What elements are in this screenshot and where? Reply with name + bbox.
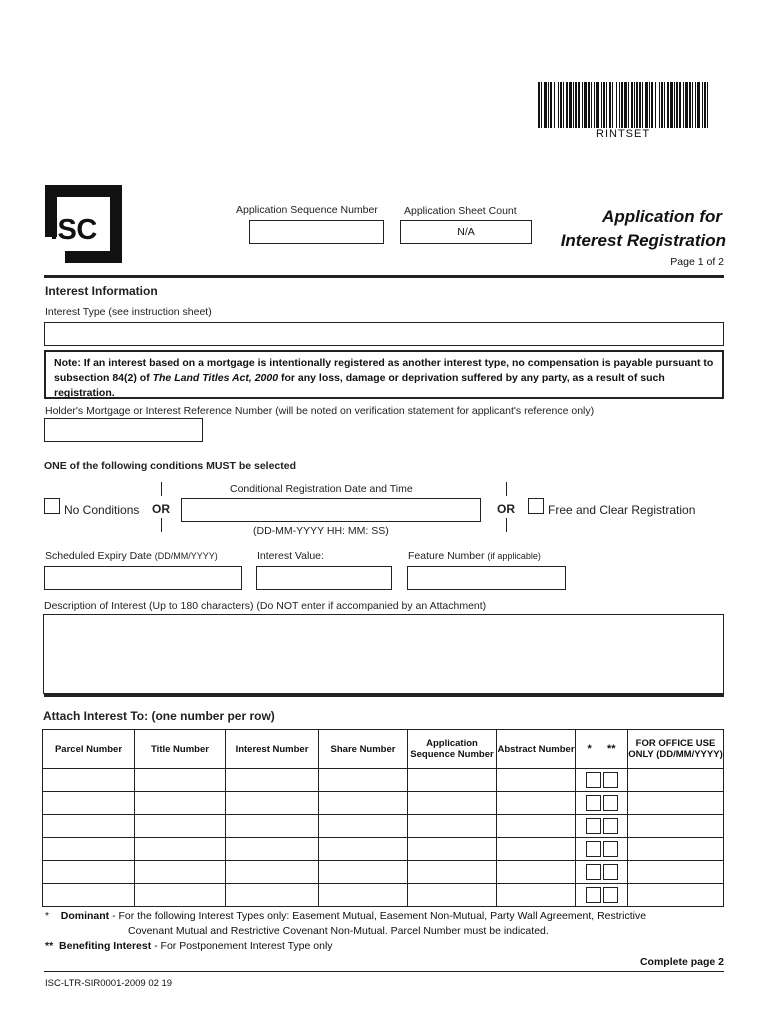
interest-info-heading: Interest Information <box>45 284 158 298</box>
office-use-cell <box>628 838 724 861</box>
interest-value-input[interactable] <box>256 566 392 590</box>
form-id: ISC-LTR-SIR0001-2009 02 19 <box>45 978 173 989</box>
abstract-cell[interactable] <box>497 884 576 907</box>
app-seq-label: Application Sequence Number <box>236 204 378 216</box>
holder-ref-label: Holder's Mortgage or Interest Reference Number (will be noted on verification statement for applicant's reference only) <box>45 405 595 417</box>
attach-table <box>42 729 724 907</box>
title-cell[interactable] <box>135 769 226 792</box>
benefiting-checkbox[interactable] <box>603 818 618 834</box>
app-sheet-label: Application Sheet Count <box>404 205 517 217</box>
dominant-checkbox[interactable] <box>586 818 601 834</box>
benefiting-checkbox[interactable] <box>603 864 618 880</box>
conditions-tick-left-bottom <box>161 518 162 532</box>
parcel-cell[interactable] <box>43 769 135 792</box>
benefiting-checkbox[interactable] <box>603 795 618 811</box>
title-cell[interactable] <box>135 815 226 838</box>
description-divider <box>44 694 724 697</box>
abstract-cell[interactable] <box>497 792 576 815</box>
app-seq-cell[interactable] <box>408 838 497 861</box>
parcel-cell[interactable] <box>43 884 135 907</box>
dominant-benefiting-cell <box>576 884 628 907</box>
table-row <box>43 884 724 907</box>
conditions-tick-right-bottom <box>506 518 507 532</box>
abstract-cell[interactable] <box>497 815 576 838</box>
parcel-cell[interactable] <box>43 815 135 838</box>
dominant-checkbox[interactable] <box>586 887 601 903</box>
benefiting-checkbox[interactable] <box>603 887 618 903</box>
conditional-label: Conditional Registration Date and Time <box>230 483 413 495</box>
dominant-checkbox[interactable] <box>586 772 601 788</box>
interest-type-label: Interest Type (see instruction sheet) <box>45 306 212 318</box>
dominant-text: - For the following Interest Types only: Easement Mutual, Easement Non-Mutual, Party Wall Agreement, Restrictive <box>109 910 647 922</box>
col-abstract-number: Abstract Number <box>497 730 576 769</box>
dominant-benefiting-cell <box>576 815 628 838</box>
app-seq-cell[interactable] <box>408 769 497 792</box>
feature-hint: (if applicable) <box>487 551 541 561</box>
app-seq-cell[interactable] <box>408 861 497 884</box>
expiry-label: Scheduled Expiry Date <box>45 550 152 562</box>
benefiting-checkbox[interactable] <box>603 841 618 857</box>
benefiting-label: Benefiting Interest <box>59 940 152 952</box>
free-clear-checkbox[interactable] <box>528 498 544 514</box>
abstract-cell[interactable] <box>497 838 576 861</box>
dominant-checkbox[interactable] <box>586 841 601 857</box>
interest-value-label: Interest Value: <box>257 550 324 562</box>
dominant-benefiting-cell <box>576 769 628 792</box>
expiry-format: (DD/MM/YYYY) <box>154 551 218 561</box>
office-use-cell <box>628 861 724 884</box>
logo-text: ISC <box>50 214 97 246</box>
col-office-use: FOR OFFICE USE ONLY (DD/MM/YYYY) <box>628 730 724 769</box>
barcode <box>538 82 710 128</box>
table-row <box>43 769 724 792</box>
interest-cell[interactable] <box>226 884 319 907</box>
table-row <box>43 838 724 861</box>
office-use-cell <box>628 792 724 815</box>
conditions-heading: ONE of the following conditions MUST be selected <box>44 460 297 472</box>
no-conditions-label: No Conditions <box>64 503 140 517</box>
parcel-cell[interactable] <box>43 861 135 884</box>
feature-number-input[interactable] <box>407 566 566 590</box>
interest-cell[interactable] <box>226 815 319 838</box>
conditions-tick-left <box>161 482 162 496</box>
interest-cell[interactable] <box>226 861 319 884</box>
title-cell[interactable] <box>135 838 226 861</box>
app-sheet-input[interactable]: N/A <box>400 220 532 244</box>
holder-ref-input[interactable] <box>44 418 203 442</box>
dominant-benefiting-cell <box>576 792 628 815</box>
col-app-seq-number: Application Sequence Number <box>408 730 497 769</box>
title-cell[interactable] <box>135 792 226 815</box>
description-textarea[interactable] <box>43 614 724 694</box>
col-parcel-number: Parcel Number <box>43 730 135 769</box>
title-line-1: Application for <box>602 207 722 226</box>
dominant-label: Dominant <box>60 910 110 922</box>
app-seq-cell[interactable] <box>408 884 497 907</box>
abstract-cell[interactable] <box>497 861 576 884</box>
feature-label: Feature Number <box>408 550 485 562</box>
interest-type-input[interactable] <box>44 322 724 346</box>
interest-cell[interactable] <box>226 838 319 861</box>
page-number: Page 1 of 2 <box>670 256 724 268</box>
title-cell[interactable] <box>135 861 226 884</box>
benefiting-text: - For Postponement Interest Type only <box>151 940 333 952</box>
dominant-checkbox[interactable] <box>586 795 601 811</box>
col-dominant-benefiting: * ** <box>576 730 628 769</box>
parcel-cell[interactable] <box>43 838 135 861</box>
parcel-cell[interactable] <box>43 792 135 815</box>
share-cell[interactable] <box>319 769 408 792</box>
col-interest-number: Interest Number <box>226 730 319 769</box>
office-use-cell <box>628 769 724 792</box>
footer-divider <box>44 971 724 972</box>
note-act: The Land Titles Act, 2000 <box>152 372 279 384</box>
title-line-2: Interest Registration <box>560 231 726 250</box>
free-clear-label: Free and Clear Registration <box>548 503 696 517</box>
header-divider <box>44 275 724 278</box>
benefiting-checkbox[interactable] <box>603 772 618 788</box>
table-row <box>43 861 724 884</box>
app-seq-cell[interactable] <box>408 815 497 838</box>
conditional-datetime-input[interactable] <box>181 498 481 522</box>
barcode-text: RINTSET <box>596 128 651 140</box>
dominant-star: * <box>45 910 50 922</box>
table-row <box>43 792 724 815</box>
office-use-cell <box>628 815 724 838</box>
complete-page-2: Complete page 2 <box>639 956 724 968</box>
office-use-cell <box>628 884 724 907</box>
dominant-checkbox[interactable] <box>586 864 601 880</box>
abstract-cell[interactable] <box>497 769 576 792</box>
app-seq-cell[interactable] <box>408 792 497 815</box>
expiry-date-input[interactable] <box>44 566 242 590</box>
or-label-2: OR <box>497 502 515 516</box>
dominant-benefiting-cell <box>576 861 628 884</box>
col-title-number: Title Number <box>135 730 226 769</box>
share-cell[interactable] <box>319 815 408 838</box>
share-cell[interactable] <box>319 861 408 884</box>
title-cell[interactable] <box>135 884 226 907</box>
share-cell[interactable] <box>319 884 408 907</box>
note-suffix: for any loss, damage or deprivation suffered by any party, as a result of such registration. <box>54 372 665 399</box>
note-prefix: Note: If an interest based on a mortgage is intentionally registered as another interest type, no compensation is payable pursuant to subsection 84(2) of <box>54 357 714 384</box>
col-share-number: Share Number <box>319 730 408 769</box>
dominant-text-2: Covenant Mutual and Restrictive Covenant Non-Mutual. Parcel Number must be indicated. <box>128 925 549 937</box>
benefiting-star: ** <box>45 940 54 952</box>
share-cell[interactable] <box>319 792 408 815</box>
or-label-1: OR <box>152 502 170 516</box>
table-row <box>43 815 724 838</box>
app-seq-input[interactable] <box>249 220 384 244</box>
interest-cell[interactable] <box>226 792 319 815</box>
interest-cell[interactable] <box>226 769 319 792</box>
no-conditions-checkbox[interactable] <box>44 498 60 514</box>
conditions-tick-right <box>506 482 507 496</box>
conditional-format: (DD-MM-YYYY HH: MM: SS) <box>253 525 389 537</box>
share-cell[interactable] <box>319 838 408 861</box>
dominant-benefiting-cell <box>576 838 628 861</box>
mortgage-note <box>44 350 724 399</box>
attach-heading: Attach Interest To: (one number per row) <box>43 709 275 723</box>
description-label: Description of Interest (Up to 180 characters) (Do NOT enter if accompanied by an Attachment) <box>44 600 487 612</box>
